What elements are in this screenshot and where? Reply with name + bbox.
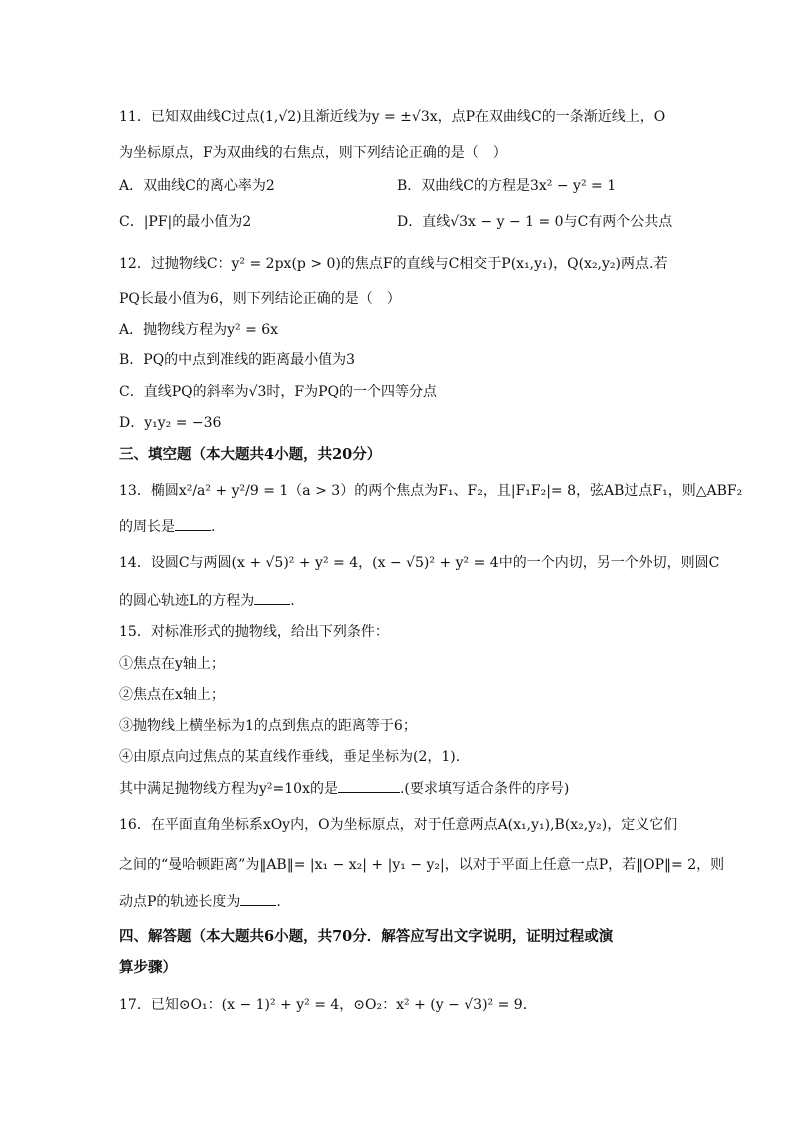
line-text: 的周长是 <box>119 519 175 535</box>
text-line-q15b <box>119 778 684 799</box>
text-line-q11b <box>119 143 684 163</box>
line-text: A．双曲线C的离心率为2 <box>119 178 275 194</box>
line-text: 算步骤） <box>119 959 177 976</box>
text-line-q14b <box>119 590 684 611</box>
text-line-q12C <box>119 382 684 402</box>
text-line-q12B <box>119 350 684 370</box>
line-text: 11．已知双曲线C过点(1,√2)且渐近线为y = ±√3x，点P在双曲线C的一条渐近线上，O <box>119 109 666 125</box>
line-text: 其中满足抛物线方程为y²=10x的是 <box>119 781 338 797</box>
line-text: 16．在平面直角坐标系xOy内，O为坐标原点，对于任意两点A(x₁,y₁),B(x₂,y₂)，定义它们 <box>119 817 678 833</box>
text-line-q11B <box>397 176 684 196</box>
text-line-c3 <box>119 716 684 736</box>
answer-blank <box>254 590 290 605</box>
text-line-sec4b <box>119 958 684 978</box>
text-line-c2 <box>119 685 684 705</box>
line-text: ④由原点向过焦点的某直线作垂线，垂足坐标为(2，1). <box>119 749 461 765</box>
line-text: PQ长最小值为6，则下列结论正确的是（ ） <box>119 291 401 307</box>
text-line-q15 <box>119 622 684 642</box>
text-line-q12b <box>119 289 684 309</box>
text-line-q12A <box>119 320 684 340</box>
line-text: 之间的“曼哈顿距离”为‖AB‖= |x₁ − x₂| + |y₁ − y₂|，以对于平面上任意一点P，若‖OP‖= 2，则 <box>119 857 725 873</box>
text-line-q17 <box>119 995 684 1015</box>
answer-blank <box>240 891 276 906</box>
line-text: ②焦点在x轴上； <box>119 687 225 703</box>
line-text: 17．已知⊙O₁：(x − 1)² + y² = 4，⊙O₂：x² + (y − √3)² = 9． <box>119 997 537 1013</box>
line-tail-text: . <box>290 593 295 609</box>
line-text: B．双曲线C的方程是3x² − y² = 1 <box>397 178 617 194</box>
text-line-q13b <box>119 516 684 537</box>
line-text: 动点P的轨迹长度为 <box>119 894 241 910</box>
line-tail-text: . <box>211 519 216 535</box>
line-text: 的圆心轨迹L的方程为 <box>119 593 255 609</box>
text-line-q14a <box>119 553 720 573</box>
text-line-c1 <box>119 654 684 674</box>
text-line-sec4a <box>119 927 684 947</box>
line-text: 为坐标原点，F为双曲线的右焦点，则下列结论正确的是（ ） <box>119 145 507 161</box>
line-text: 15．对标准形式的抛物线，给出下列条件： <box>119 624 389 640</box>
line-text: D．y₁y₂ = −36 <box>119 415 222 431</box>
line-text: 13．椭圆x²/a² + y²/9 = 1（a > 3）的两个焦点为F₁、F₂，且|F₁F₂|= 8，弦AB过点F₁，则△ABF₂ <box>119 483 743 499</box>
answer-blank <box>175 516 211 531</box>
line-text: 三、填空题（本大题共4小题，共20分） <box>119 446 382 463</box>
line-text: A．抛物线方程为y² = 6x <box>119 322 279 338</box>
line-text: 四、解答题（本大题共6小题，共70分．解答应写出文字说明，证明过程或演 <box>119 928 614 945</box>
line-tail-text: . <box>276 894 281 910</box>
line-text: C．|PF|的最小值为2 <box>119 214 252 230</box>
line-text: 12．过抛物线C：y² = 2px(p > 0)的焦点F的直线与C相交于P(x₁,y₁)，Q(x₂,y₂)两点.若 <box>119 256 668 272</box>
text-line-q16b <box>119 855 725 875</box>
line-text: C．直线PQ的斜率为√3时，F为PQ的一个四等分点 <box>119 384 438 400</box>
text-line-q16a <box>119 815 684 835</box>
text-line-q16c <box>119 891 684 912</box>
text-line-q12D <box>119 413 684 433</box>
line-tail-text: .(要求填写适合条件的序号) <box>399 781 570 797</box>
text-line-c4 <box>119 747 684 767</box>
line-text: B．PQ的中点到准线的距离最小值为3 <box>119 352 356 368</box>
text-line-q13a <box>119 481 743 501</box>
text-line-q11D <box>397 212 684 232</box>
line-text: D．直线√3x − y − 1 = 0与C有两个公共点 <box>397 214 673 230</box>
line-text: ③抛物线上横坐标为1的点到焦点的距离等于6； <box>119 718 417 734</box>
text-line-sec3 <box>119 445 684 465</box>
text-line-q12a <box>119 254 684 274</box>
text-line-q11a <box>119 107 684 127</box>
line-text: 14．设圆C与两圆(x + √5)² + y² = 4，(x − √5)² + y² = 4中的一个内切，另一个外切，则圆C <box>119 555 720 571</box>
line-text: ①焦点在y轴上； <box>119 656 225 672</box>
answer-blank <box>338 778 400 793</box>
